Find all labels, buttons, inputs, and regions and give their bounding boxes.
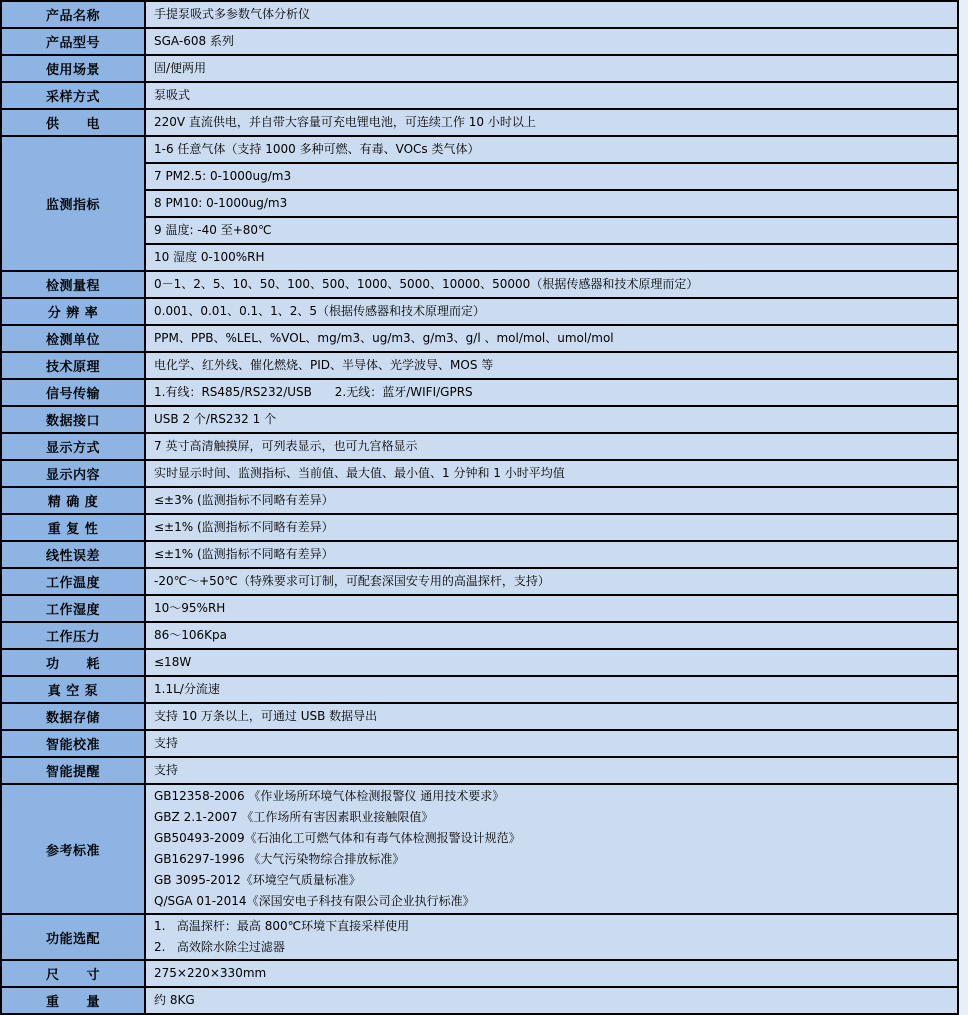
row-label: 智能提醒 [1,757,145,784]
row-value [145,55,958,82]
table-row [1,730,958,757]
table-row [1,595,958,622]
row-label: 信号传输 [1,379,145,406]
value-line: GB16297-1996 《大气污染物综合排放标准》 [154,852,405,866]
row-value [145,914,958,960]
row-label: 显示内容 [1,460,145,487]
row-value [145,649,958,676]
value-line: ≤±1% (监测指标不同略有差异） [154,520,334,534]
table-row [1,406,958,433]
row-label: 监测指标 [1,136,145,271]
row-label: 检测量程 [1,271,145,298]
row-label: 真 空 泵 [1,676,145,703]
row-label: 产品型号 [1,28,145,55]
value-line: 1.1L/分流速 [154,682,220,696]
table-row [1,568,958,595]
value-line: 支持 [154,736,179,750]
table-row [1,55,958,82]
row-label: 智能校准 [1,730,145,757]
value-line: 固/便两用 [154,61,207,75]
value-line: 0.001、0.01、0.1、1、2、5（根据传感器和技术原理而定） [154,304,486,318]
table-row [1,757,958,784]
row-label: 尺 寸 [1,960,145,987]
table-row [1,1,958,28]
table-row [1,136,958,163]
value-line: 86～106Kpa [154,628,228,642]
table-row [1,163,958,190]
table-row [1,352,958,379]
row-value [145,730,958,757]
value-line: GB50493-2009《石油化工可燃气体和有毒气体检测报警设计规范》 [154,831,521,845]
row-label: 参考标准 [1,784,145,914]
value-line: 电化学、红外线、催化燃烧、PID、半导体、光学波导、MOS 等 [154,358,494,372]
value-line: PPM、PPB、%LEL、%VOL、mg/m3、ug/m3、g/m3、g/l 、mol/mol、umol/mol [154,331,614,345]
table-row [1,703,958,730]
table-row [1,379,958,406]
value-line: 泵吸式 [154,88,191,102]
table-row [1,325,958,352]
table-row [1,217,958,244]
value-line: GB 3095-2012《环境空气质量标准》 [154,873,361,887]
value-line: 1-6 任意气体（支持 1000 多种可燃、有毒、VOCs 类气体） [154,142,480,156]
table-row [1,541,958,568]
value-line: 220V 直流供电，并自带大容量可充电锂电池，可连续工作 10 小时以上 [154,115,536,129]
row-value [145,163,958,190]
row-value [145,136,958,163]
table-row [1,433,958,460]
row-value [145,757,958,784]
row-label: 线性误差 [1,541,145,568]
row-label: 重 量 [1,987,145,1014]
value-line: 实时显示时间、监测指标、当前值、最大值、最小值、1 分钟和 1 小时平均值 [154,466,565,480]
row-value [145,784,958,914]
row-value [145,960,958,987]
row-label: 工作压力 [1,622,145,649]
table-row [1,960,958,987]
row-value [145,82,958,109]
value-line: 10 湿度 0-100%RH [154,250,265,264]
table-row [1,460,958,487]
spec-table-body [1,1,958,1014]
row-value [145,676,958,703]
row-label: 检测单位 [1,325,145,352]
row-value [145,379,958,406]
row-value [145,460,958,487]
row-label: 功能选配 [1,914,145,960]
table-row [1,487,958,514]
table-row [1,244,958,271]
table-row [1,622,958,649]
row-value [145,406,958,433]
row-value [145,325,958,352]
table-row [1,298,958,325]
value-line: 8 PM10: 0-1000ug/m3 [154,196,288,210]
row-value [145,514,958,541]
row-label: 工作湿度 [1,595,145,622]
table-row [1,514,958,541]
table-row [1,28,958,55]
table-row [1,914,958,960]
table-row [1,190,958,217]
row-label: 工作温度 [1,568,145,595]
row-label: 功 耗 [1,649,145,676]
row-label: 技术原理 [1,352,145,379]
table-row [1,784,958,914]
row-value [145,271,958,298]
row-value [145,568,958,595]
row-value [145,298,958,325]
value-line: GBZ 2.1-2007 《工作场所有害因素职业接触限值》 [154,810,434,824]
value-line: ≤18W [154,655,192,669]
value-line: 1. 高温探杆：最高 800℃环境下直接采样使用 [154,919,410,933]
table-row [1,271,958,298]
row-label: 数据接口 [1,406,145,433]
value-line: ≤±1% (监测指标不同略有差异） [154,547,334,561]
row-value [145,109,958,136]
row-label: 数据存储 [1,703,145,730]
value-line: -20℃～+50℃（特殊要求可订制，可配套深国安专用的高温探杆，支持） [154,574,550,588]
row-value [145,433,958,460]
row-label: 使用场景 [1,55,145,82]
value-line: 275×220×330mm [154,966,267,980]
value-line: 支持 10 万条以上，可通过 USB 数据导出 [154,709,378,723]
value-line: ≤±3% (监测指标不同略有差异） [154,493,334,507]
row-label: 采样方式 [1,82,145,109]
value-line: SGA-608 系列 [154,34,234,48]
value-line: Q/SGA 01-2014《深国安电子科技有限公司企业执行标准》 [154,894,475,908]
row-value [145,595,958,622]
row-value [145,190,958,217]
value-line: 10～95%RH [154,601,226,615]
row-label: 供 电 [1,109,145,136]
value-line: 9 温度: -40 至+80℃ [154,223,272,237]
table-row [1,676,958,703]
row-value [145,487,958,514]
value-line: 7 英寸高清触摸屏，可列表显示，也可九宫格显示 [154,439,418,453]
row-value [145,28,958,55]
row-value [145,622,958,649]
row-label: 精 确 度 [1,487,145,514]
row-value [145,217,958,244]
row-label: 分 辨 率 [1,298,145,325]
table-row [1,649,958,676]
row-value [145,541,958,568]
row-label: 重 复 性 [1,514,145,541]
value-line: USB 2 个/RS232 1 个 [154,412,277,426]
value-line: 约 8KG [154,993,195,1007]
value-line: 1.有线：RS485/RS232/USB 2.无线：蓝牙/WIFI/GPRS [154,385,473,399]
row-label: 显示方式 [1,433,145,460]
value-line: 支持 [154,763,179,777]
value-line: 0－1、2、5、10、50、100、500、1000、5000、10000、50000（根据传感器和技术原理而定） [154,277,699,291]
value-line: 2. 高效除水除尘过滤器 [154,940,285,954]
row-value [145,352,958,379]
value-line: 7 PM2.5: 0-1000ug/m3 [154,169,292,183]
row-value [145,703,958,730]
table-row [1,82,958,109]
row-label: 产品名称 [1,1,145,28]
row-value [145,1,958,28]
value-line: 手提泵吸式多参数气体分析仪 [154,7,311,21]
table-row [1,109,958,136]
row-value [145,244,958,271]
value-line: GB12358-2006 《作业场所环境气体检测报警仪 通用技术要求》 [154,789,505,803]
